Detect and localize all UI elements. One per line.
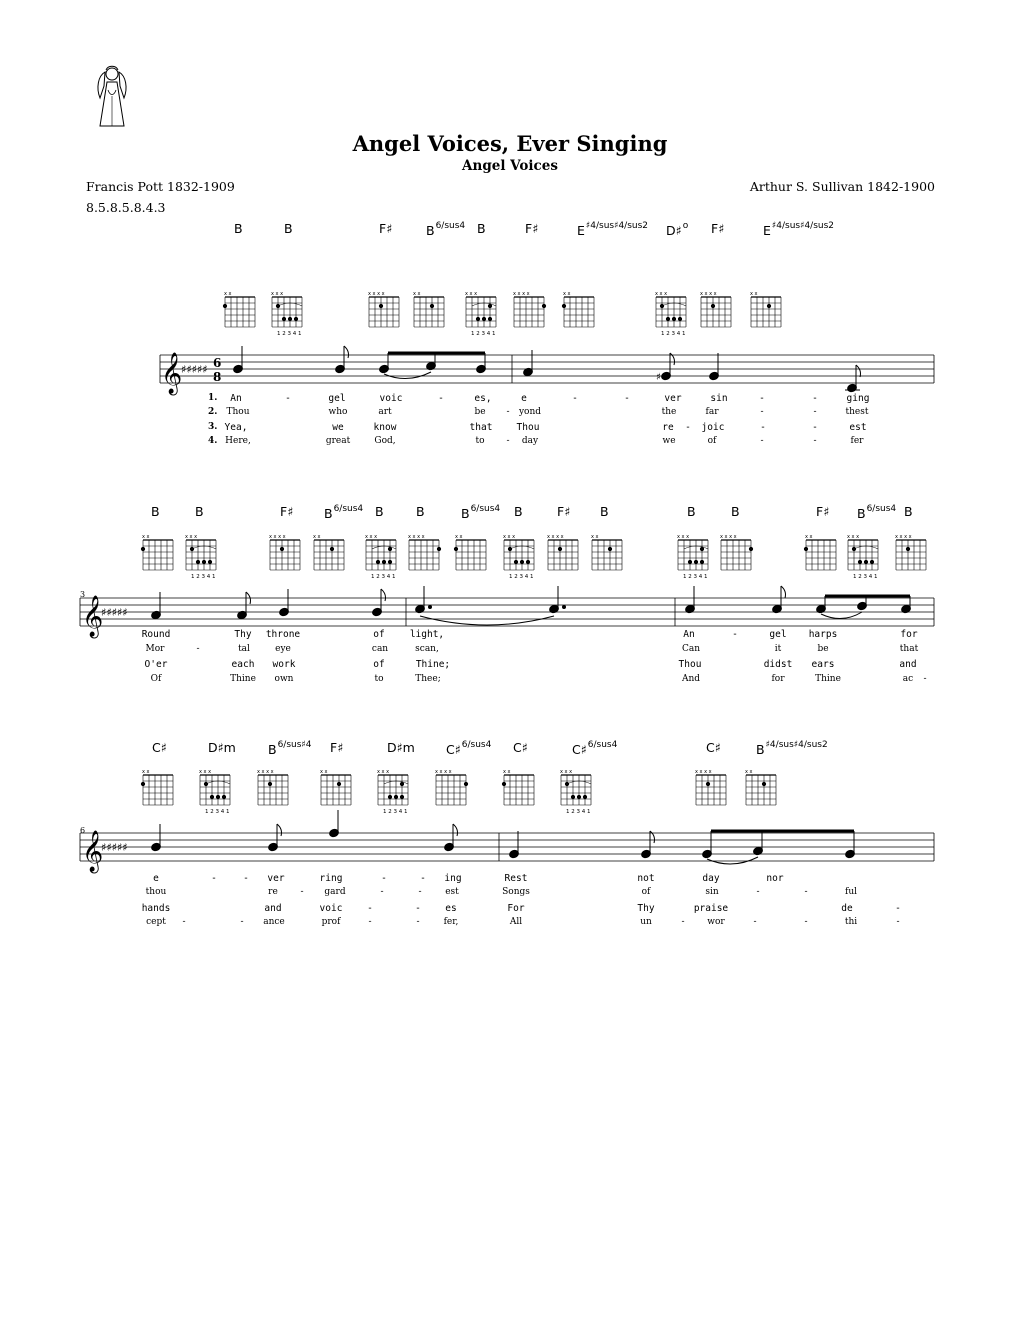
lyric-syllable: we xyxy=(662,436,676,446)
chord-symbol: B xyxy=(375,504,384,519)
treble-clef-icon: 𝄞 xyxy=(82,831,104,872)
lyric-syllable: - xyxy=(813,407,817,417)
lyric-syllable: - xyxy=(506,407,510,417)
lyric-syllable: voic xyxy=(379,393,403,404)
lyric-syllable: - xyxy=(367,903,373,914)
svg-text:x x: x x xyxy=(313,534,321,540)
lyric-syllable: - xyxy=(760,407,764,417)
lyric-syllable: day xyxy=(702,873,720,884)
lyric-syllable: - xyxy=(415,903,421,914)
chord-symbol: $B^{6/sus4}$ xyxy=(461,504,501,521)
svg-text:x x: x x xyxy=(455,534,463,540)
lyric-syllable: sin xyxy=(710,393,728,404)
lyric-syllable: Thy xyxy=(234,629,252,640)
lyric-syllable: - xyxy=(416,917,420,927)
lyric-syllable: And xyxy=(681,674,701,684)
lyric-syllable: de xyxy=(841,903,853,914)
lyric-syllable: ring xyxy=(319,873,343,884)
lyric-syllable: harps xyxy=(808,629,838,640)
lyric-syllable: thi xyxy=(844,917,858,927)
lyric-syllable: - xyxy=(368,917,372,927)
lyric-syllable: - xyxy=(196,644,200,654)
chord-symbol: $B^{6/sus4}$ xyxy=(857,504,897,521)
chord-symbol: B xyxy=(687,504,696,519)
lyric-syllable: e xyxy=(153,873,159,884)
lyric-syllable: didst xyxy=(763,659,793,670)
lyric-syllable: we xyxy=(332,422,344,433)
lyric-syllable: be xyxy=(817,644,829,654)
lyric-syllable: - xyxy=(420,873,426,884)
svg-text:x x x: x x x xyxy=(465,291,478,297)
lyric-syllable: Can xyxy=(681,644,701,654)
song-title: Angel Voices, Ever Singing xyxy=(352,131,668,156)
lyric-syllable: each xyxy=(231,659,255,670)
svg-text:8: 8 xyxy=(213,370,222,384)
lyric-syllable: art xyxy=(378,407,392,417)
lyric-syllable: - xyxy=(812,393,818,404)
svg-text:x x: x x xyxy=(805,534,813,540)
chord-symbol: F♯ xyxy=(557,504,571,519)
lyric-syllable: work xyxy=(272,659,296,670)
lyric-syllable: of xyxy=(373,629,385,640)
svg-text:x x: x x xyxy=(563,291,571,297)
lyric-syllable: ears xyxy=(811,659,835,670)
svg-text:x x x x: x x x x xyxy=(513,291,530,297)
svg-text:x x x: x x x xyxy=(271,291,284,297)
lyric-syllable: - xyxy=(895,903,901,914)
lyric-syllable: - xyxy=(438,393,444,404)
svg-text:1 2 3 4 1: 1 2 3 4 1 xyxy=(191,574,216,580)
lyric-syllable: Thine xyxy=(230,674,256,684)
chord-symbol: F♯ xyxy=(816,504,830,519)
lyric-syllable: of xyxy=(641,887,651,897)
svg-text:x x x x: x x x x xyxy=(408,534,425,540)
lyric-syllable: fer, xyxy=(443,917,459,927)
svg-text:x x: x x xyxy=(413,291,421,297)
svg-text:x x x x: x x x x xyxy=(700,291,717,297)
lyric-syllable: - xyxy=(759,393,765,404)
lyric-syllable: un xyxy=(640,917,652,927)
lyric-syllable: of xyxy=(707,436,717,446)
chord-symbol: D♯m xyxy=(208,740,236,755)
key-signature-sharps: ♯♯♯♯♯ xyxy=(181,363,208,376)
lyric-syllable: God, xyxy=(374,436,396,446)
chord-symbol: C♯ xyxy=(706,740,721,755)
svg-text:x x x: x x x xyxy=(503,534,516,540)
chord-symbol: $B^{6/sus4}$ xyxy=(426,221,466,238)
lyric-syllable: - xyxy=(243,873,249,884)
chord-symbol: D♯m xyxy=(387,740,415,755)
lyric-syllable: fer xyxy=(850,436,864,446)
lyric-syllable: Thou xyxy=(226,407,250,417)
measure-number: 3 xyxy=(80,590,86,599)
lyric-syllable: Mor xyxy=(145,644,165,654)
lyric-syllable: day xyxy=(521,436,539,446)
lyric-syllable: can xyxy=(371,644,389,654)
svg-text:1 2 3 4 1: 1 2 3 4 1 xyxy=(371,574,396,580)
svg-text:x x: x x xyxy=(142,534,150,540)
chord-symbol: B xyxy=(514,504,523,519)
lyric-syllable: - xyxy=(896,917,900,927)
svg-text:x x x: x x x xyxy=(199,769,212,775)
lyric-syllable: great xyxy=(325,436,351,446)
lyric-syllable: es xyxy=(445,903,457,914)
svg-text:x x x: x x x xyxy=(560,769,573,775)
chord-symbol: $B^{6/sus♯4}$ xyxy=(268,740,312,757)
svg-text:1 2 3 4 1: 1 2 3 4 1 xyxy=(683,574,708,580)
svg-text:x x x: x x x xyxy=(847,534,860,540)
lyric-syllable: - xyxy=(624,393,630,404)
lyric-syllable: ac xyxy=(902,674,914,684)
lyric-syllable: sin xyxy=(705,887,719,897)
lyric-syllable: not xyxy=(637,873,655,884)
lyric-syllable: that xyxy=(899,644,919,654)
chord-symbol: F♯ xyxy=(280,504,294,519)
lyric-syllable: ging xyxy=(846,393,870,404)
chord-symbol: F♯ xyxy=(330,740,344,755)
lyric-syllable: to xyxy=(475,436,485,446)
lyric-syllable: - xyxy=(756,887,760,897)
chord-symbol: $B^{6/sus4}$ xyxy=(324,504,364,521)
lyric-syllable: Rest xyxy=(504,873,528,884)
lyric-syllable: - xyxy=(300,887,304,897)
svg-text:x x x: x x x xyxy=(377,769,390,775)
svg-text:1 2 3 4 1: 1 2 3 4 1 xyxy=(509,574,534,580)
lyric-syllable: - xyxy=(418,887,422,897)
lyric-syllable: - xyxy=(923,674,927,684)
lyric-syllable: thou xyxy=(145,887,167,897)
chord-symbol: B xyxy=(195,504,204,519)
lyric-syllable: it xyxy=(774,644,782,654)
lyric-syllable: - xyxy=(804,917,808,927)
lyric-syllable: - xyxy=(804,887,808,897)
chord-symbol: B xyxy=(284,221,293,236)
svg-text:x x x x: x x x x xyxy=(547,534,564,540)
lyric-syllable: thest xyxy=(845,407,869,417)
lyric-syllable: es, xyxy=(474,393,492,404)
chord-symbol: F♯ xyxy=(379,221,393,236)
chord-symbol: B xyxy=(477,221,486,236)
lyric-syllable: the xyxy=(661,407,677,417)
svg-text:x x x x: x x x x xyxy=(435,769,452,775)
lyric-syllable: of xyxy=(373,659,385,670)
verse-number: 2. xyxy=(208,407,218,417)
lyric-syllable: re xyxy=(662,422,674,433)
lyric-syllable: - xyxy=(760,436,764,446)
lyric-syllable: O'er xyxy=(144,659,168,670)
lyric-syllable: wor xyxy=(707,917,725,927)
lyric-syllable: gel xyxy=(328,393,346,404)
lyric-syllable: to xyxy=(374,674,384,684)
lyric-syllable: Thee; xyxy=(415,674,441,684)
svg-text:x x: x x xyxy=(750,291,758,297)
hymn-meter: 8.5.8.5.8.4.3 xyxy=(86,200,166,215)
chord-symbol: B xyxy=(234,221,243,236)
lyric-syllable: Round xyxy=(141,629,171,640)
chord-symbol: D♯$^o$ xyxy=(666,221,689,238)
chord-symbol: B xyxy=(904,504,913,519)
chord-symbol: C♯ xyxy=(513,740,528,755)
lyric-syllable: - xyxy=(380,887,384,897)
lyric-syllable: - xyxy=(572,393,578,404)
song-subtitle: Angel Voices xyxy=(462,158,558,174)
lyric-syllable: est xyxy=(849,422,867,433)
svg-text:♯: ♯ xyxy=(656,372,661,383)
lyric-syllable: be xyxy=(474,407,486,417)
chord-symbol: B xyxy=(416,504,425,519)
lyric-syllable: gard xyxy=(324,887,346,897)
lyric-syllable: est xyxy=(445,887,459,897)
svg-text:x x: x x xyxy=(142,769,150,775)
treble-clef-icon: 𝄞 xyxy=(82,596,104,637)
lyric-syllable: far xyxy=(705,407,719,417)
chord-symbol: B xyxy=(600,504,609,519)
verse-number: 1. xyxy=(208,393,218,403)
lyric-syllable: for xyxy=(771,674,785,684)
chord-symbol: B xyxy=(151,504,160,519)
measure-number: 6 xyxy=(80,826,86,835)
lyric-syllable: hands xyxy=(141,903,171,914)
lyric-syllable: - xyxy=(506,436,510,446)
svg-text:1 2 3 4 1: 1 2 3 4 1 xyxy=(661,331,686,337)
svg-text:x x x: x x x xyxy=(677,534,690,540)
chord-symbol: $E^{♯4/sus♯4/sus2}$ xyxy=(577,221,649,238)
lyric-syllable: voic xyxy=(319,903,343,914)
lyric-syllable: own xyxy=(274,674,294,684)
chord-symbol: B xyxy=(731,504,740,519)
chord-symbol: F♯ xyxy=(525,221,539,236)
lyric-syllable: Thine xyxy=(815,674,841,684)
lyric-syllable: For xyxy=(507,903,525,914)
svg-text:1 2 3 4 1: 1 2 3 4 1 xyxy=(277,331,302,337)
lyric-syllable: Here, xyxy=(225,436,251,446)
svg-text:x x x: x x x xyxy=(185,534,198,540)
lyric-syllable: - xyxy=(285,393,291,404)
verse-number: 4. xyxy=(208,436,218,446)
lyric-syllable: tal xyxy=(238,644,250,654)
lyric-syllable: throne xyxy=(265,629,301,640)
svg-text:1 2 3 4 1: 1 2 3 4 1 xyxy=(566,809,591,815)
lyric-syllable: praise xyxy=(693,903,729,914)
lyric-syllable: - xyxy=(681,917,685,927)
lyric-syllable: ful xyxy=(844,887,858,897)
lyric-syllable: light, xyxy=(409,629,445,640)
lyric-syllable: prof xyxy=(321,917,341,927)
lyric-syllable: An xyxy=(683,629,695,640)
time-signature: 6 xyxy=(213,356,222,370)
svg-text:1 2 3 4 1: 1 2 3 4 1 xyxy=(205,809,230,815)
svg-text:x x: x x xyxy=(503,769,511,775)
svg-text:x x x x: x x x x xyxy=(720,534,737,540)
svg-text:1 2 3 4 1: 1 2 3 4 1 xyxy=(471,331,496,337)
lyric-syllable: scan, xyxy=(415,644,439,654)
lyric-syllable: - xyxy=(211,873,217,884)
lyric-syllable: - xyxy=(381,873,387,884)
lyric-syllable: re xyxy=(268,887,278,897)
chord-symbol: C♯$^{6/sus4}$ xyxy=(572,740,618,757)
lyric-syllable: - xyxy=(812,422,818,433)
svg-text:x x: x x xyxy=(224,291,232,297)
lyric-syllable: Thine; xyxy=(415,659,451,670)
lyric-syllable: eye xyxy=(275,644,291,654)
lyric-syllable: Yea, xyxy=(224,422,248,433)
lyric-syllable: ance xyxy=(263,917,285,927)
svg-text:x x x x: x x x x xyxy=(368,291,385,297)
svg-text:x x x: x x x xyxy=(655,291,668,297)
lyricist: Francis Pott 1832-1909 xyxy=(86,179,235,194)
lyric-syllable: Thou xyxy=(516,422,540,433)
composer: Arthur S. Sullivan 1842-1900 xyxy=(749,179,935,194)
svg-text:x x: x x xyxy=(591,534,599,540)
lyric-syllable: for xyxy=(900,629,918,640)
lyric-syllable: know xyxy=(373,422,397,433)
svg-text:1 2 3 4 1: 1 2 3 4 1 xyxy=(383,809,408,815)
chord-symbol: $B^{♯4/sus♯4/sus2}$ xyxy=(756,740,828,757)
svg-text:x x x x: x x x x xyxy=(269,534,286,540)
lyric-syllable: e xyxy=(521,393,527,404)
lyric-syllable: who xyxy=(328,407,348,417)
lyric-syllable: An xyxy=(230,393,242,404)
lyric-syllable: - xyxy=(685,422,691,433)
lyric-syllable: Thy xyxy=(637,903,655,914)
svg-text:x x: x x xyxy=(320,769,328,775)
lyric-syllable: - xyxy=(760,422,766,433)
lyric-syllable: ver xyxy=(664,393,682,404)
svg-text:1 2 3 4 1: 1 2 3 4 1 xyxy=(853,574,878,580)
svg-text:x x x x: x x x x xyxy=(257,769,274,775)
chord-symbol: $E^{♯4/sus♯4/sus2}$ xyxy=(763,221,835,238)
lyric-syllable: nor xyxy=(766,873,784,884)
lyric-syllable: ver xyxy=(267,873,285,884)
lyric-syllable: - xyxy=(813,436,817,446)
key-signature-sharps: ♯♯♯♯♯ xyxy=(101,841,128,854)
svg-text:x x x x: x x x x xyxy=(895,534,912,540)
chord-symbol: C♯$^{6/sus4}$ xyxy=(446,740,492,757)
lyric-syllable: yond xyxy=(518,407,542,417)
treble-clef-icon: 𝄞 xyxy=(161,353,183,394)
lyric-syllable: ing xyxy=(444,873,462,884)
chord-symbol: C♯ xyxy=(152,740,167,755)
lyric-syllable: - xyxy=(240,917,244,927)
key-signature-sharps: ♯♯♯♯♯ xyxy=(101,606,128,619)
svg-text:x x x x: x x x x xyxy=(695,769,712,775)
lyric-syllable: Thou xyxy=(678,659,702,670)
svg-text:x x x: x x x xyxy=(365,534,378,540)
lyric-syllable: - xyxy=(753,917,757,927)
lyric-syllable: Of xyxy=(150,674,162,684)
lyric-syllable: cept xyxy=(146,917,166,927)
svg-text:x x: x x xyxy=(745,769,753,775)
lyric-syllable: that xyxy=(469,422,493,433)
lyric-syllable: All xyxy=(509,917,523,927)
lyric-syllable: gel xyxy=(769,629,787,640)
verse-number: 3. xyxy=(208,422,218,432)
lyric-syllable: and xyxy=(899,659,917,670)
lyric-syllable: - xyxy=(732,629,738,640)
lyric-syllable: Songs xyxy=(502,887,530,897)
lyric-syllable: and xyxy=(264,903,282,914)
lyric-syllable: - xyxy=(182,917,186,927)
chord-symbol: F♯ xyxy=(711,221,725,236)
lyric-syllable: joic xyxy=(701,422,725,433)
